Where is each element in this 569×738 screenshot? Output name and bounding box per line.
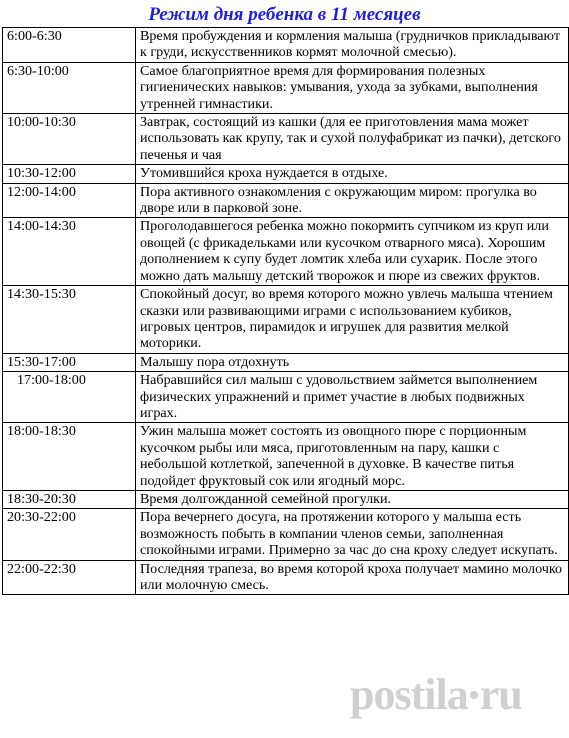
table-row bbox=[3, 183, 569, 218]
table-row bbox=[3, 286, 569, 354]
table-row bbox=[3, 423, 569, 491]
time-cell: 10:30-12:00 bbox=[3, 165, 136, 183]
time-cell: 18:30-20:30 bbox=[3, 490, 136, 508]
table-row bbox=[3, 114, 569, 165]
time-cell: 17:00-18:00 bbox=[3, 372, 136, 423]
description-cell: Спокойный досуг, во время которого можно увлечь малыша чтением сказки или развивающими играми с использованием кубиков, игровых центров, пирамидок и игрушек для развития мелкой моторики. bbox=[136, 286, 569, 354]
time-cell: 6:00-6:30 bbox=[3, 28, 136, 63]
time-cell: 6:30-10:00 bbox=[3, 62, 136, 113]
description-cell: Проголодавшегося ребенка можно покормить супчиком из круп или овощей (с фрикадельками или кусочком отварного мяса). Хорошим дополнением к супу будет ломтик хлеба или сухарик. После этого можно дать малышу детский творожок и пюре из свежих фруктов. bbox=[136, 218, 569, 286]
table-row bbox=[3, 62, 569, 113]
watermark-tld: ru bbox=[479, 670, 522, 719]
watermark-dot-icon bbox=[470, 691, 478, 699]
watermark-logo bbox=[350, 666, 569, 724]
description-cell: Последняя трапеза, во время которой кроха получает мамино молочко или молочную смесь. bbox=[136, 560, 569, 595]
watermark-brand: postila bbox=[350, 670, 468, 719]
page-title: Режим дня ребенка в 11 месяцев bbox=[148, 4, 421, 25]
table-row bbox=[3, 353, 569, 371]
time-cell: 10:00-10:30 bbox=[3, 114, 136, 165]
table-row bbox=[3, 490, 569, 508]
table-row bbox=[3, 28, 569, 63]
description-cell: Набравшийся сил малыш с удовольствием займется выполнением физических упражнений и примет участие в любых подвижных играх. bbox=[136, 372, 569, 423]
time-cell: 14:00-14:30 bbox=[3, 218, 136, 286]
time-cell: 12:00-14:00 bbox=[3, 183, 136, 218]
table-row bbox=[3, 560, 569, 595]
table-row bbox=[3, 372, 569, 423]
description-cell: Завтрак, состоящий из кашки (для ее приготовления мама может использовать как крупу, так и сухой полуфабрикат из пачки), детского печенья и чая bbox=[136, 114, 569, 165]
description-cell: Малышу пора отдохнуть bbox=[136, 353, 569, 371]
table-row bbox=[3, 509, 569, 560]
time-cell: 20:30-22:00 bbox=[3, 509, 136, 560]
time-cell: 22:00-22:30 bbox=[3, 560, 136, 595]
description-cell: Время пробуждения и кормления малыша (грудничков прикладывают к груди, искусственников кормят молочной смесью). bbox=[136, 28, 569, 63]
table-row bbox=[3, 218, 569, 286]
table-row bbox=[3, 165, 569, 183]
time-cell: 15:30-17:00 bbox=[3, 353, 136, 371]
schedule-table bbox=[2, 27, 569, 595]
description-cell: Ужин малыша может состоять из овощного пюре с порционным кусочком рыбы или мяса, приготовленным на пару, кашки с небольшой котлеткой, запеченной в духовке. В качестве питья подойдет фруктовый сок или ягодный морс. bbox=[136, 423, 569, 491]
description-cell: Утомившийся кроха нуждается в отдыхе. bbox=[136, 165, 569, 183]
time-cell: 14:30-15:30 bbox=[3, 286, 136, 354]
time-cell: 18:00-18:30 bbox=[3, 423, 136, 491]
description-cell: Самое благоприятное время для формирования полезных гигиенических навыков: умывания, ухода за зубками, выполнения утренней гимнастики. bbox=[136, 62, 569, 113]
description-cell: Пора активного ознакомления с окружающим миром: прогулка во дворе или в парковой зоне. bbox=[136, 183, 569, 218]
description-cell: Пора вечернего досуга, на протяжении которого у малыша есть возможность побыть в компании членов семьи, заполненная спокойными играми. Примерно за час до сна кроху следует искупать. bbox=[136, 509, 569, 560]
description-cell: Время долгожданной семейной прогулки. bbox=[136, 490, 569, 508]
